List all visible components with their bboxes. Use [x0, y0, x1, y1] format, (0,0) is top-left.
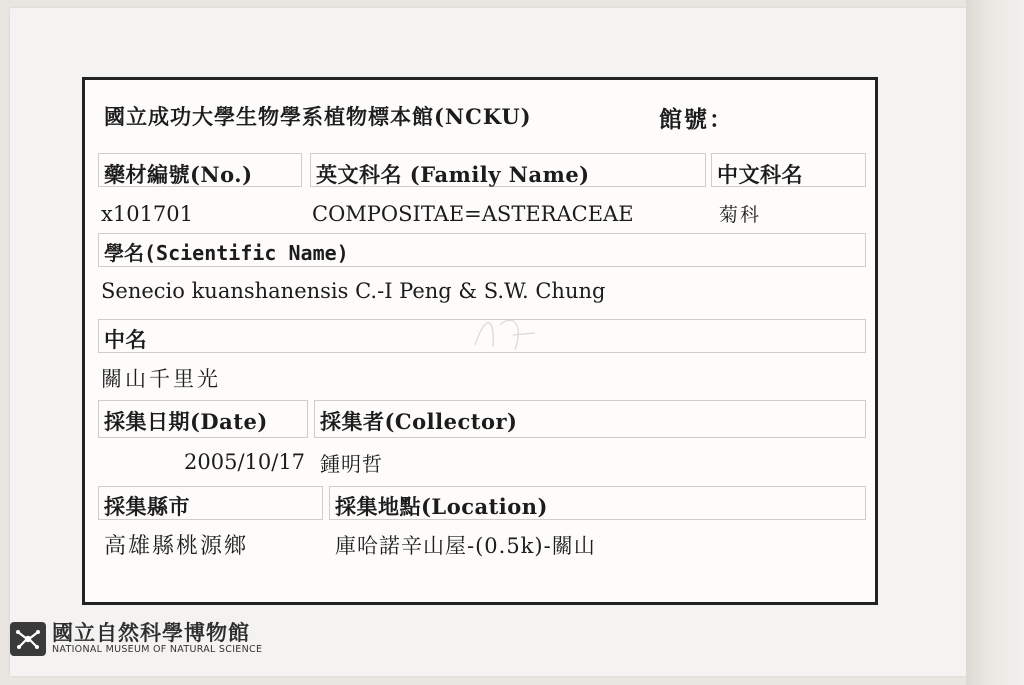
family-en-label: 英文科名 (Family Name) [316, 162, 590, 187]
county-label: 採集縣市 [104, 494, 190, 519]
institution-title: 國立成功大學生物學系植物標本館(NCKU) [104, 104, 532, 129]
location-value: 庫哈諾辛山屋-(0.5k)-關山 [335, 534, 596, 558]
museum-logo [10, 622, 262, 656]
county-value: 高雄縣桃源鄉 [104, 534, 249, 559]
collector-label: 採集者(Collector) [320, 409, 518, 434]
date-label: 採集日期(Date) [104, 409, 268, 434]
museum-emblem-icon [10, 622, 46, 656]
collector-value: 鍾明哲 [320, 452, 383, 476]
accession-label: 館號： [659, 106, 734, 133]
paper-edge [966, 0, 1024, 685]
specimen-no-label: 藥材編號(No.) [104, 162, 253, 187]
specimen-no-value: x101701 [101, 202, 194, 226]
location-label: 採集地點(Location) [335, 494, 548, 519]
museum-name-cn: 國立自然科學博物館 [52, 621, 250, 646]
scientific-name-value: Senecio kuanshanensis C.-I Peng & S.W. Chung [101, 279, 606, 303]
specimen-label [82, 77, 878, 605]
museum-name-en: NATIONAL MUSEUM OF NATURAL SCIENCE [52, 644, 263, 656]
chinese-name-label: 中名 [104, 327, 147, 352]
family-cn-value: 菊科 [719, 204, 762, 226]
chinese-name-box [98, 319, 866, 353]
scientific-name-label: 學名(Scientific Name) [104, 241, 349, 265]
family-en-value: COMPOSITAE=ASTERACEAE [312, 202, 634, 226]
date-value: 2005/10/17 [184, 450, 306, 474]
family-cn-label: 中文科名 [717, 162, 803, 187]
chinese-name-value: 關山千里光 [101, 367, 221, 391]
